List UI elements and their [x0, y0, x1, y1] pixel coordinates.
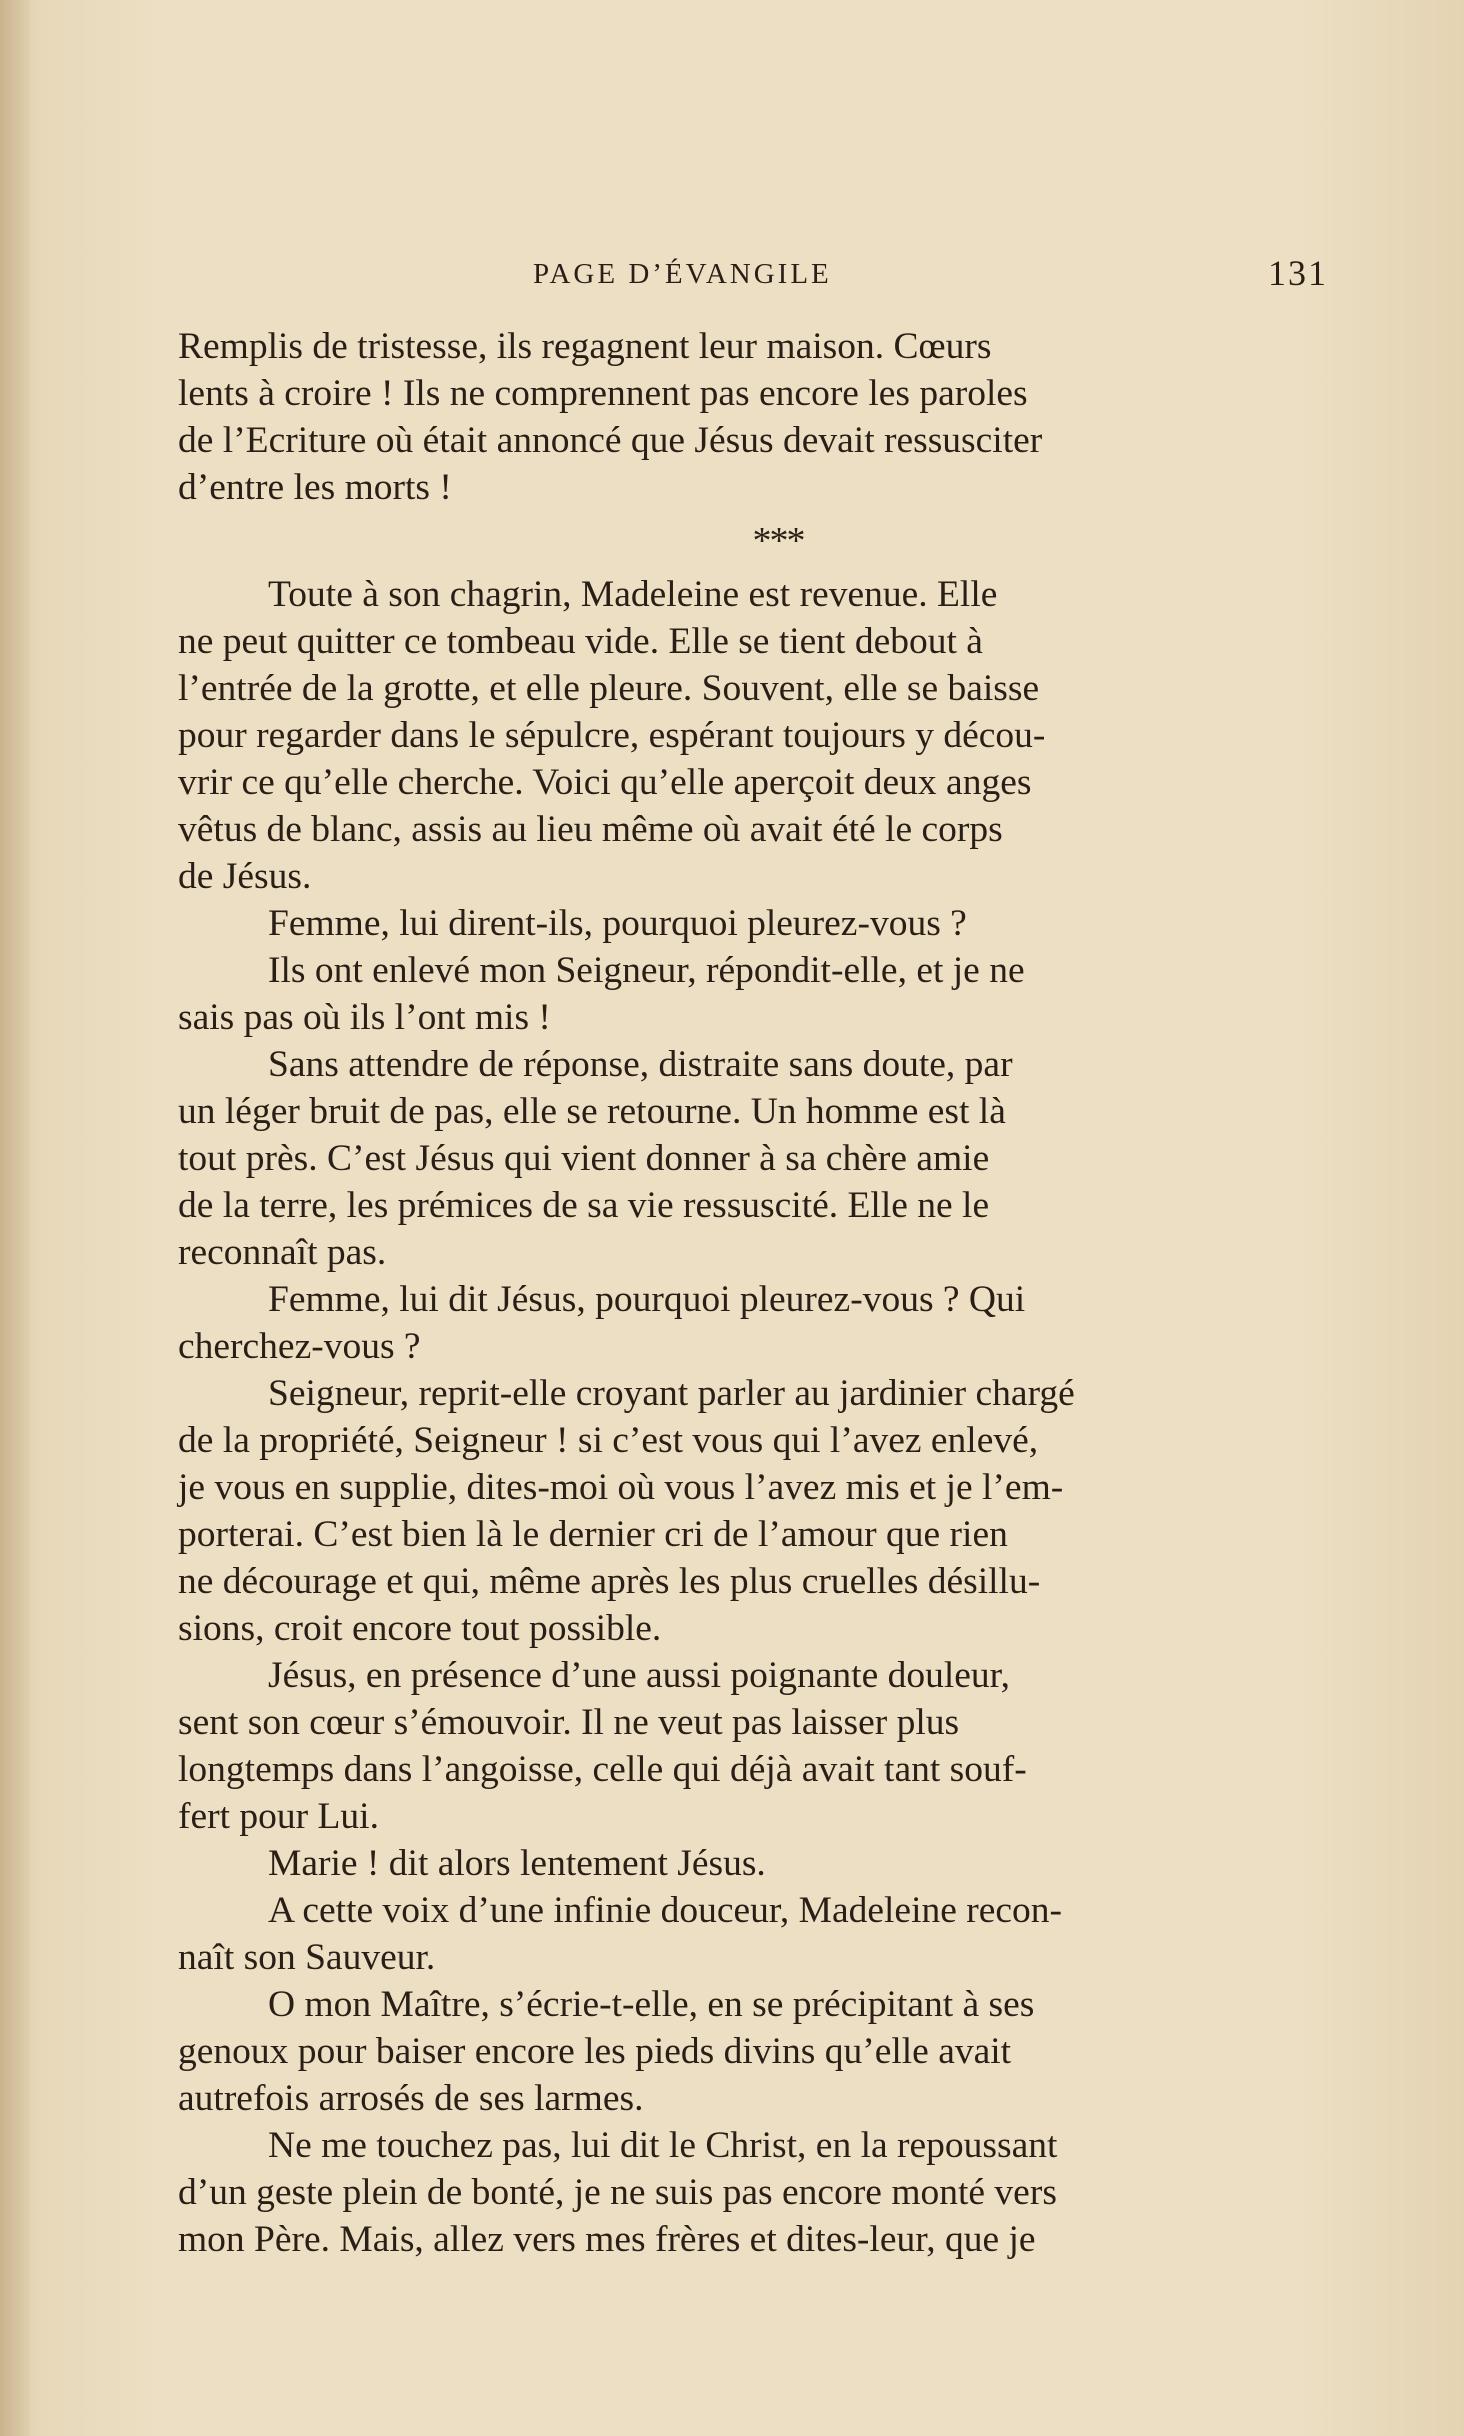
text-line: de la terre, les prémices de sa vie ressuscité. Elle ne le — [178, 1185, 990, 1226]
page-number: 131 — [1268, 253, 1328, 293]
text-line: de Jésus. — [178, 856, 312, 897]
text-line: d’entre les morts ! — [178, 467, 452, 508]
text-line: d’un geste plein de bonté, je ne suis pas encore monté vers — [178, 2172, 1057, 2213]
text-line: Femme, lui dirent-ils, pourquoi pleurez-vous ? — [268, 903, 967, 944]
text-line: Jésus, en présence d’une aussi poignante douleur, — [268, 1655, 1011, 1696]
text-line: de l’Ecriture où était annoncé que Jésus devait ressusciter — [178, 420, 1043, 461]
text-line: genoux pour baiser encore les pieds divins qu’elle avait — [178, 2031, 1012, 2072]
text-line: un léger bruit de pas, elle se retourne. Un homme est là — [178, 1091, 1006, 1132]
section-separator: *** — [752, 520, 804, 562]
text-line: lents à croire ! Ils ne comprennent pas encore les paroles — [178, 373, 1028, 414]
text-line: Marie ! dit alors lentement Jésus. — [268, 1843, 766, 1884]
text-line: ne décourage et qui, même après les plus cruelles désillu- — [178, 1561, 1041, 1602]
text-line: A cette voix d’une infinie douceur, Madeleine recon- — [268, 1890, 1063, 1931]
text-line: Toute à son chagrin, Madeleine est revenue. Elle — [268, 574, 998, 615]
text-line: mon Père. Mais, allez vers mes frères et dites-leur, que je — [178, 2219, 1036, 2260]
text-line: l’entrée de la grotte, et elle pleure. Souvent, elle se baisse — [178, 668, 1040, 709]
text-line: vêtus de blanc, assis au lieu même où avait été le corps — [178, 809, 1003, 850]
text-line: sions, croit encore tout possible. — [178, 1608, 662, 1649]
text-line: pour regarder dans le sépulcre, espérant toujours y décou- — [178, 715, 1046, 756]
text-line: Remplis de tristesse, ils regagnent leur maison. Cœurs — [178, 326, 992, 367]
text-line: vrir ce qu’elle cherche. Voici qu’elle aperçoit deux anges — [178, 762, 1032, 803]
text-line: porterai. C’est bien là le dernier cri de l’amour que rien — [178, 1514, 1008, 1555]
text-line: sais pas où ils l’ont mis ! — [178, 997, 551, 1038]
text-line: reconnaît pas. — [178, 1232, 387, 1273]
running-head: PAGE D’ÉVANGILE — [533, 258, 832, 290]
text-line: Sans attendre de réponse, distraite sans doute, par — [268, 1044, 1013, 1085]
text-line: je vous en supplie, dites-moi où vous l’avez mis et je l’em- — [178, 1467, 1064, 1508]
text-line: tout près. C’est Jésus qui vient donner à sa chère amie — [178, 1138, 990, 1179]
text-line: sent son cœur s’émouvoir. Il ne veut pas laisser plus — [178, 1702, 960, 1743]
page-gutter — [0, 0, 30, 2436]
text-line: autrefois arrosés de ses larmes. — [178, 2078, 644, 2119]
text-line: Ils ont enlevé mon Seigneur, répondit-elle, et je ne — [268, 950, 1025, 991]
page-header — [0, 253, 1464, 298]
text-line: Seigneur, reprit-elle croyant parler au jardinier chargé — [268, 1373, 1075, 1414]
text-line: Femme, lui dit Jésus, pourquoi pleurez-vous ? Qui — [268, 1279, 1026, 1320]
text-line: ne peut quitter ce tombeau vide. Elle se tient debout à — [178, 621, 983, 662]
text-line: de la propriété, Seigneur ! si c’est vous qui l’avez enlevé, — [178, 1420, 1039, 1461]
text-line: longtemps dans l’angoisse, celle qui déjà avait tant souf- — [178, 1749, 1027, 1790]
text-line: O mon Maître, s’écrie-t-elle, en se précipitant à ses — [268, 1984, 1035, 2025]
text-line: naît son Sauveur. — [178, 1937, 436, 1978]
text-line: Ne me touchez pas, lui dit le Christ, en la repoussant — [268, 2125, 1058, 2166]
text-line: fert pour Lui. — [178, 1796, 379, 1837]
body-text — [178, 323, 1358, 2263]
text-line: cherchez-vous ? — [178, 1326, 421, 1367]
